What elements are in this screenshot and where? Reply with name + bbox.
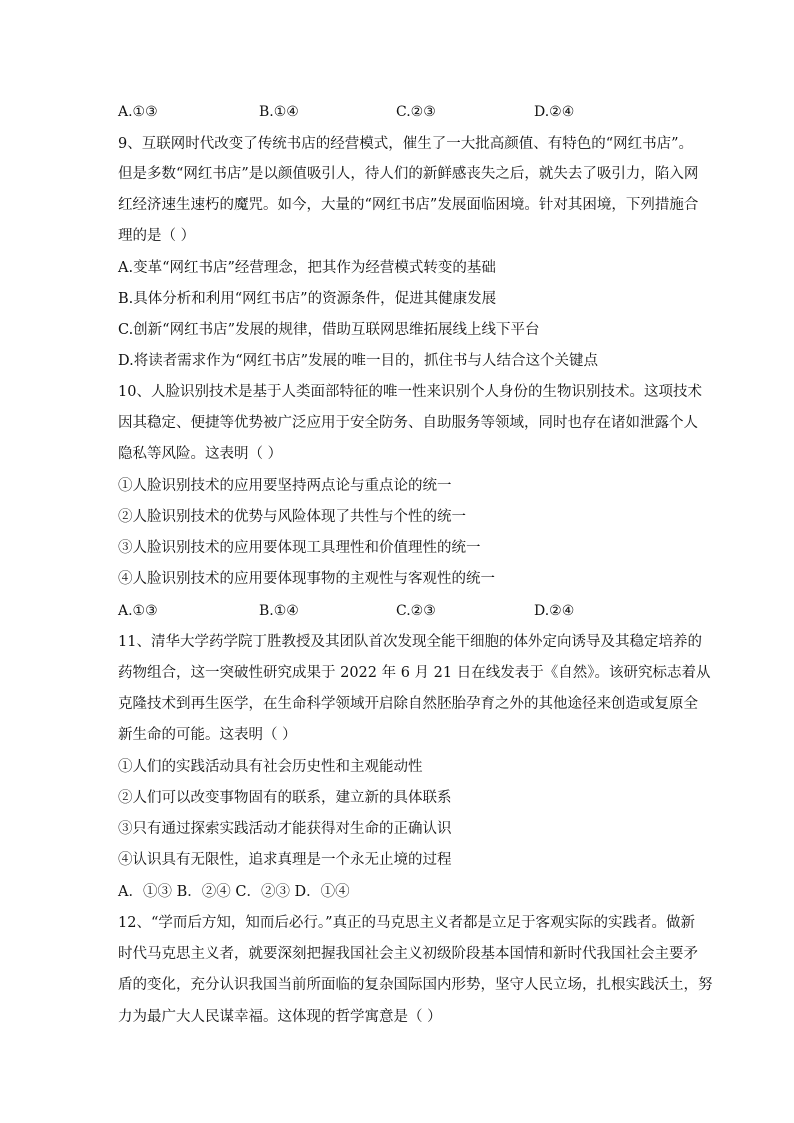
q9-choice-c: C.创新“网红书店”发展的规律，借助互联网思维拓展线上线下平台 xyxy=(118,322,540,338)
q10-options xyxy=(118,601,598,621)
q9-choice-a: A.变革“网红书店”经营理念，把其作为经营模式转变的基础 xyxy=(118,260,496,276)
q10-statement-3: ③人脸识别技术的应用要体现工具理性和价值理性的统一 xyxy=(118,540,481,556)
q10-statement-2: ②人脸识别技术的优势与风险体现了共性与个性的统一 xyxy=(118,509,466,525)
q9-stem-line-4: 理的是（ ） xyxy=(118,228,196,244)
q10-statement-1: ①人脸识别技术的应用要坚持两点论与重点论的统一 xyxy=(118,478,452,494)
q11-statement-1: ①人们的实践活动具有社会历史性和主观能动性 xyxy=(118,759,423,775)
q11-stem-line-1: 11、清华大学药学院丁胜教授及其团队首次发现全能干细胞的体外定向诱导及其稳定培养的 xyxy=(118,634,702,650)
q9-choice-d: D.将读者需求作为“网红书店”发展的唯一目的，抓住书与人结合这个关键点 xyxy=(118,353,599,369)
q10-option-b: B.①④ xyxy=(259,603,299,619)
q11-stem-line-4: 新生命的可能。这表明（ ） xyxy=(118,727,297,743)
q11-statement-2: ②人们可以改变事物固有的联系，建立新的具体联系 xyxy=(118,790,452,806)
q10-stem-line-3: 隐私等风险。这表明（ ） xyxy=(118,446,283,462)
q11-statement-4: ④认识具有无限性，追求真理是一个永无止境的过程 xyxy=(118,852,452,868)
q8-option-c: C.②③ xyxy=(396,104,436,120)
q8-option-d: D.②④ xyxy=(534,104,575,120)
q12-stem-line-1: 12、“学而后方知，知而后必行。”真正的马克思主义者都是立足于客观实际的实践者。做新 xyxy=(118,915,696,931)
q8-option-a: A.①③ xyxy=(118,104,158,120)
q12-stem-line-3: 盾的变化，充分认识我国当前所面临的复杂国际国内形势，坚守人民立场，扎根实践沃土，努 xyxy=(118,977,713,993)
q10-statement-4: ④人脸识别技术的应用要体现事物的主观性与客观性的统一 xyxy=(118,571,495,587)
q11-statement-3: ③只有通过探索实践活动才能获得对生命的正确认识 xyxy=(118,821,452,837)
q11-options: A．①③ B．②④ C．②③ D．①④ xyxy=(118,884,350,900)
q9-stem-line-3: 红经济速生速朽的魔咒。如今，大量的“网红书店”发展面临困境。针对其困境，下列措施合 xyxy=(118,197,699,213)
q8-option-b: B.①④ xyxy=(259,104,299,120)
q12-stem-line-2: 时代马克思主义者，就要深刻把握我国社会主义初级阶段基本国情和新时代我国社会主要矛 xyxy=(118,946,698,962)
q8-options xyxy=(118,102,598,122)
q11-stem-line-2: 药物组合，这一突破性研究成果于 2022 年 6 月 21 日在线发表于《自然》。该研究标志着从 xyxy=(118,665,711,681)
q10-option-c: C.②③ xyxy=(396,603,436,619)
q10-option-d: D.②④ xyxy=(534,603,575,619)
q10-stem-line-1: 10、人脸识别技术是基于人类面部特征的唯一性来识别个人身份的生物识别技术。这项技术 xyxy=(118,384,702,400)
q9-stem-line-2: 但是多数“网红书店”是以颜值吸引人，待人们的新鲜感丧失之后，就失去了吸引力，陷入网 xyxy=(118,166,699,182)
q10-option-a: A.①③ xyxy=(118,603,158,619)
q9-stem-line-1: 9、互联网时代改变了传统书店的经营模式，催生了一大批高颜值、有特色的“网红书店”。 xyxy=(118,136,694,152)
q9-choice-b: B.具体分析和利用“网红书店”的资源条件，促进其健康发展 xyxy=(118,291,497,307)
q10-stem-line-2: 因其稳定、便捷等优势被广泛应用于安全防务、自助服务等领域，同时也存在诸如泄露个人 xyxy=(118,415,698,431)
q11-stem-line-3: 克隆技术到再生医学，在生命科学领域开启除自然胚胎孕育之外的其他途径来创造或复原全 xyxy=(118,696,698,712)
q12-stem-line-4: 力为最广大人民谋幸福。这体现的哲学寓意是（ ） xyxy=(118,1009,442,1025)
